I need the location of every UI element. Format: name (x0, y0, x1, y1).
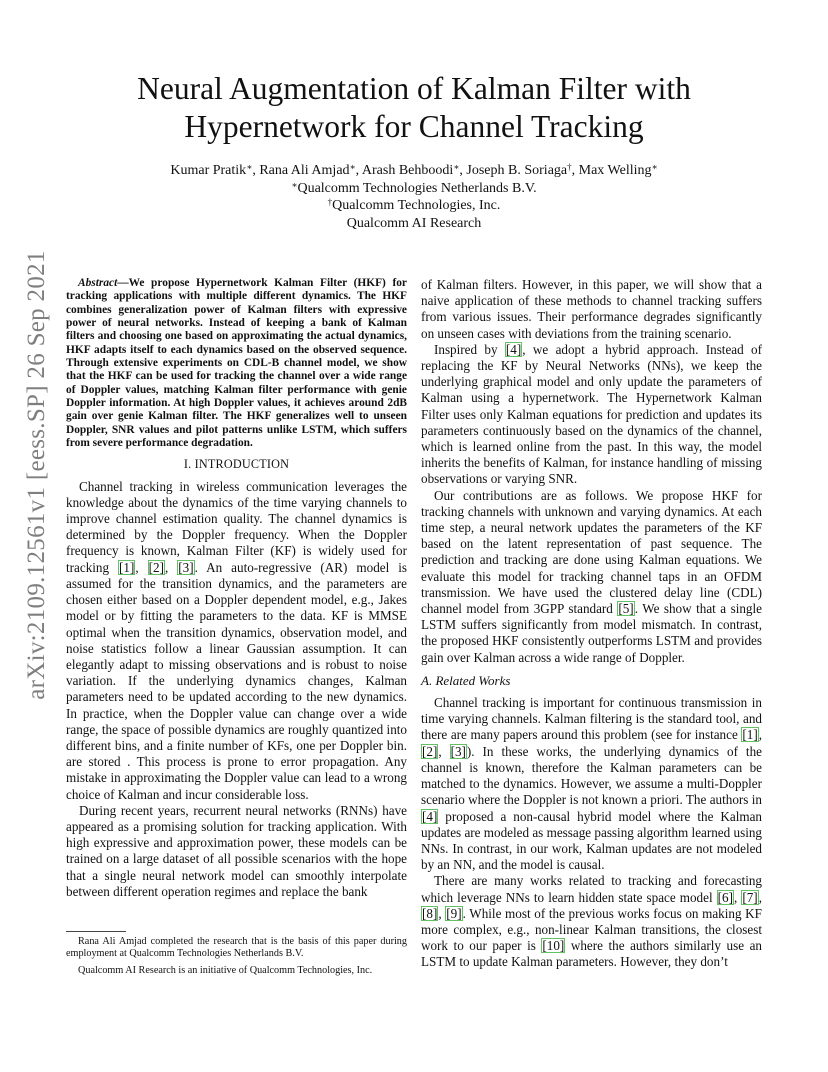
affiliation-2: †Qualcomm Technologies, Inc. (327, 197, 501, 213)
related-works-paragraph-1: Channel tracking is important for continuous transmission in time varying channels. Kalman filtering is the standard tool, and there are many papers around this problem (see for instance [1], [2], [3]). In these works, the underlying dynamics of the channel is known, therefore the Kalman parameters can be matched to the dynamics. However, we assume a multi-Doppler scenario where the Doppler is not known a priori. The authors in [4] proposed a non-causal hybrid model where the Kalman updates are modeled as message passing algorithm learned using NNs. In contrast, in our work, Kalman updates are not modeled by an NN, and the model is causal. (421, 695, 762, 873)
citation-link[interactable]: [9] (446, 905, 462, 921)
footnotes (66, 936, 407, 983)
author-affiliation-mark: ∗ (349, 162, 356, 172)
citation-link[interactable]: [2] (148, 559, 164, 575)
author-affiliation-mark: ∗ (651, 162, 658, 172)
title-line-1: Neural Augmentation of Kalman Filter with (137, 71, 691, 106)
author-name: Kumar Pratik (170, 163, 247, 178)
citation-link[interactable]: [8] (422, 905, 438, 921)
paper-title (60, 70, 768, 146)
abstract-label: Abstract (78, 277, 118, 289)
citation-link[interactable]: [1] (742, 727, 758, 743)
right-column (421, 277, 762, 971)
author-affiliation-mark: ∗ (453, 162, 460, 172)
section-heading-introduction: I. INTRODUCTION (183, 457, 290, 472)
citation-link[interactable]: [5] (618, 601, 634, 617)
abstract (66, 277, 407, 450)
affiliation-3: Qualcomm AI Research (346, 215, 482, 231)
citation-link[interactable]: [3] (450, 743, 466, 759)
citation-link[interactable]: [3] (178, 559, 194, 575)
citation-link[interactable]: [2] (422, 743, 438, 759)
right-paragraph-1: of Kalman filters. However, in this paper, we will show that a naive application of these methods to channel tracking suffers from various issues. Their performance degrades significantly on unseen cases with deviations from the training scenario. (421, 277, 762, 341)
author-name: Joseph B. Soriaga (466, 163, 568, 178)
author-names: Kumar Pratik∗, Rana Ali Amjad∗, Arash Behboodi∗, Joseph B. Soriaga†, Max Welling∗ (170, 162, 658, 178)
footnote-2: Qualcomm AI Research is an initiative of Qualcomm Technologies, Inc. (78, 965, 373, 977)
left-column (66, 277, 407, 900)
title-line-2: Hypernetwork for Channel Tracking (184, 109, 644, 144)
author-name: Rana Ali Amjad (259, 163, 350, 178)
abstract-text: —We propose Hypernetwork Kalman Filter (HKF) for tracking applications with multiple different dynamics. The HKF combines generalization power of Kalman filters with expressive power of neural networks. Instead of keeping a bank of Kalman filters and choosing one based on approximating the actual dynamics, HKF adapts itself to each dynamics based on the observed sequence. Through extensive experiments on CDL-B channel model, we show that the HKF can be used for tracking the channel over a wide range of Doppler values, matching Kalman filter performance with genie Doppler information. At high Doppler values, it achieves around 2dB gain over genie Kalman filter. The HKF generalizes well to unseen Doppler, SNR values and pilot patterns unlike LSTM, which suffers from severe performance degradation. (66, 277, 407, 450)
citation-link[interactable]: [4] (422, 808, 438, 824)
author-affiliation-mark: † (567, 162, 572, 172)
arxiv-side-stamp (14, 250, 60, 700)
intro-paragraph-2: During recent years, recurrent neural networks (RNNs) have appeared as a promising solution for tracking application. With high expressive and approximation power, these models can be trained on a large dataset of all possible scenarios with the hope that a single neural network model can smoothly interpolate between different operation regimes and replace the bank (66, 802, 407, 899)
right-paragraph-3: Our contributions are as follows. We propose HKF for tracking channels with unknown and varying dynamics. At each time step, a neural network updates the parameters of the KF based on the latent representation of past sequence. The prediction and tracking are done using Kalman equations. We evaluate this model for tracking channel taps in an OFDM transmission. We have used the clustered delay line (CDL) channel model from 3GPP standard [5]. We show that a single LSTM suffers significantly from model mismatch. In contrast, the proposed HKF consistently outperforms LSTM and provides gain over Kalman across a wide range of Doppler. (421, 487, 762, 665)
author-block (60, 162, 768, 232)
citation-link[interactable]: [10] (542, 938, 565, 954)
affiliation-1: ∗Qualcomm Technologies Netherlands B.V. (291, 179, 537, 196)
citation-link[interactable]: [6] (717, 889, 733, 905)
related-works-paragraph-2: There are many works related to tracking and forecasting which leverage NNs to learn hidden state space model [6], [7], [8], [9]. While most of the previous works focus on making KF more complex, e.g., non-linear Kalman transitions, the closest work to our paper is [10] where the authors similarly use an LSTM to update Kalman parameters. However, they don’t (421, 873, 763, 970)
author-name: Arash Behboodi (361, 163, 454, 178)
citation-link[interactable]: [7] (742, 889, 758, 905)
citation-link[interactable]: [1] (119, 559, 135, 575)
right-paragraph-2: Inspired by [4], we adopt a hybrid approach. Instead of replacing the KF by Neural Networks (NNs), we keep the underlying graphical model and only update the parameters of Kalman using a hypernetwork. The Hypernetwork Kalman Filter uses only Kalman equations for prediction and updates its parameters continuously based on the dynamics of the channel, which is learned online from the past. In this way, the model inherits the benefits of Kalman, for instance handling of missing observations or varying SNR. (421, 341, 762, 487)
author-name: Max Welling (578, 163, 652, 178)
citation-link[interactable]: [4] (505, 341, 522, 357)
footnote-rule (66, 931, 126, 932)
author-affiliation-mark: ∗ (246, 162, 253, 172)
subsection-heading-related-works: A. Related Works (421, 672, 511, 688)
intro-paragraph-1: Channel tracking in wireless communication leverages the knowledge about the dynamics of the time varying channels to improve channel estimation quality. The channel dynamics is determined by the Doppler frequency. When the Doppler frequency is known, Kalman Filter (KF) is widely used for tracking [1], [2], [3]. An auto-regressive (AR) model is assumed for the transition dynamics, and the parameters are chosen either based on a Doppler dependent model, e.g., Jakes model or by fitting the parameters to the data. KF is MMSE optimal when the transition dynamics, observation model, and noise statistics follow a linear Gaussian assumption. It can elegantly adapt to missing observations and is robust to noise variation. If the underlying dynamics changes, Kalman parameters need to be updated according to the new dynamics. In practice, when the Doppler value can change over a wide range, the space of possible dynamics are roughly quantized into different bins, and a finite number of KFs, one per Doppler bin. are stored . This process is prone to error propagation. Any mistake in approximating the Doppler value can lead to a wrong choice of Kalman and incur considerable loss. (66, 478, 408, 802)
footnote-1: Rana Ali Amjad completed the research that is the basis of this paper during employment at Qualcomm Technologies Netherlands B.V. (66, 936, 407, 960)
arxiv-id: arXiv:2109.12561v1 [eess.SP] 26 Sep 2021 (23, 250, 50, 700)
